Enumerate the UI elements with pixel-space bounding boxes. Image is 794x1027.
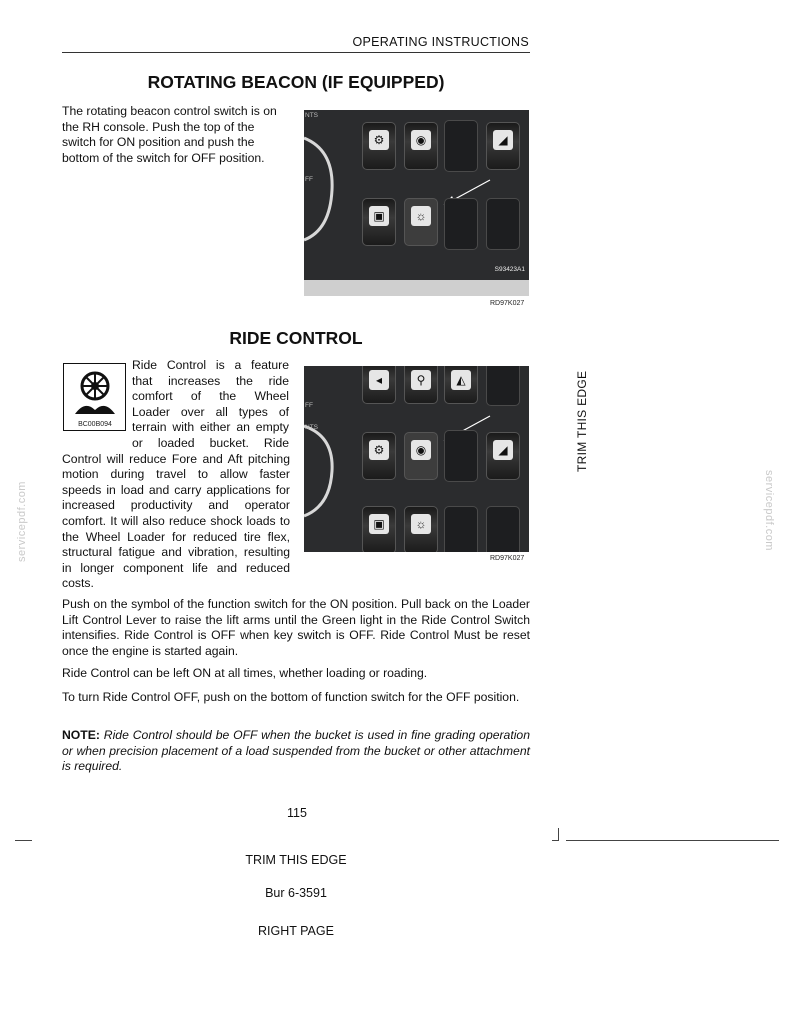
ride-photo-caption: RD97K027	[490, 555, 525, 562]
watermark-right: servicepdf.com	[763, 470, 775, 551]
switch-beacon	[404, 198, 438, 246]
running-header: OPERATING INSTRUCTIONS	[352, 35, 529, 49]
footer-side: RIGHT PAGE	[258, 924, 334, 938]
icon-caption: BC00B094	[78, 421, 112, 428]
switch-top-3	[444, 366, 478, 404]
photo-label-off: FF	[305, 176, 313, 183]
photo-label-nts: NTS	[305, 112, 318, 119]
watermark-left: servicepdf.com	[16, 481, 28, 562]
switch-2	[404, 122, 438, 170]
beacon-photo-caption: RD97K027	[490, 300, 525, 307]
key-icon: ⚲	[411, 370, 431, 390]
switch-top-1	[362, 366, 396, 404]
trim-edge-vertical: TRIM THIS EDGE	[575, 370, 589, 472]
beacon-switch-photo	[304, 110, 529, 296]
ride-para-4: To turn Ride Control OFF, push on the bottom of function switch for the OFF position.	[62, 690, 520, 704]
switch-1	[362, 122, 396, 170]
gear-warning-icon: ⚙	[369, 440, 389, 460]
photo-stamp: S93423A1	[494, 266, 525, 273]
switch-bucket	[486, 432, 520, 480]
rotating-beacon-icon: ☼	[411, 206, 431, 226]
footer-code: Bur 6-3591	[265, 886, 327, 900]
wrap-line: comfort of the Wheel	[132, 389, 289, 404]
footer-trim: TRIM THIS EDGE	[245, 853, 347, 867]
ride-switch-photo	[304, 366, 529, 552]
wrap-line: terrain with either an empty	[132, 420, 289, 435]
ride-para-2: Push on the symbol of the function switch for the ON position. Pull back on the Loader Lift Control Lever to raise the lift arms until the Green light in the Ride Control Switch intensifies. Ride Control is OFF when key switch is OFF. Ride Control Must be reset once the engine is started again.	[62, 597, 530, 658]
beacon-body: The rotating beacon control switch is on the RH console. Push the top of the switch for ON position and push the bottom of the switch for OFF position.	[62, 104, 277, 165]
ride-note	[62, 728, 530, 775]
blank-switch	[444, 506, 478, 552]
switch-ride-control	[404, 432, 438, 480]
photo-label-nts: NTS	[305, 424, 318, 431]
gear-warning-icon: ⚙	[369, 130, 389, 150]
blank-switch	[486, 198, 520, 250]
header-rule	[62, 52, 530, 53]
switch-bucket	[486, 122, 520, 170]
switch-top-2	[404, 366, 438, 404]
trim-line-right	[566, 840, 779, 841]
blank-switch	[444, 198, 478, 250]
blank-switch	[444, 430, 478, 482]
bucket-icon: ◢	[493, 440, 513, 460]
switch-work-light	[362, 506, 396, 552]
beacon-light-icon: ◉	[411, 130, 431, 150]
rotating-beacon-icon: ☼	[411, 514, 431, 534]
wrap-line: Ride Control is a feature	[132, 358, 289, 372]
work-light-icon: ▣	[369, 206, 389, 226]
ride-control-symbol-box	[63, 363, 126, 431]
beacon-title: ROTATING BEACON (IF EQUIPPED)	[147, 72, 445, 92]
ride-wrap-text	[132, 358, 289, 452]
work-light-icon: ▣	[369, 514, 389, 534]
ride-control-icon: ◉	[411, 440, 431, 460]
trim-corner-vertical	[558, 828, 559, 840]
photo-label-off: FF	[305, 402, 313, 409]
switch-work-light	[362, 198, 396, 246]
blank-switch	[486, 506, 520, 552]
horn-icon: ◂	[369, 370, 389, 390]
trim-corner-horizontal	[552, 840, 559, 841]
blank-switch	[486, 366, 520, 406]
bucket-icon: ◢	[493, 130, 513, 150]
ride-control-symbol-icon	[65, 366, 125, 416]
switch-beacon	[404, 506, 438, 552]
note-label: NOTE:	[62, 728, 100, 742]
trim-mark-left	[15, 840, 32, 841]
wrap-line: that increases the ride	[132, 373, 289, 388]
ride-para-3: Ride Control can be left ON at all times, whether loading or roading.	[62, 666, 428, 680]
wrap-line: or loaded bucket. Ride	[132, 435, 289, 450]
blank-switch	[444, 120, 478, 172]
ride-title: RIDE CONTROL	[229, 328, 363, 348]
ride-body-rest: Control will reduce Fore and Aft pitching motion during travel to allow faster speeds in load and carry applications for increased productivity and operator comfort. It will also reduce shock loads to the Wheel Loader for reduced tire flex, structural fatigue and vibration, resulting in longer component life and reduced costs.	[62, 451, 290, 591]
page-number: 115	[287, 806, 307, 820]
switch-warning	[362, 432, 396, 480]
note-text: Ride Control should be OFF when the bucket is used in fine grading operation or when precision placement of a load suspended from the bucket or other attachment is required.	[62, 728, 530, 774]
wrap-line: Loader over all types of	[132, 404, 289, 419]
loader-icon: ◭	[451, 370, 471, 390]
